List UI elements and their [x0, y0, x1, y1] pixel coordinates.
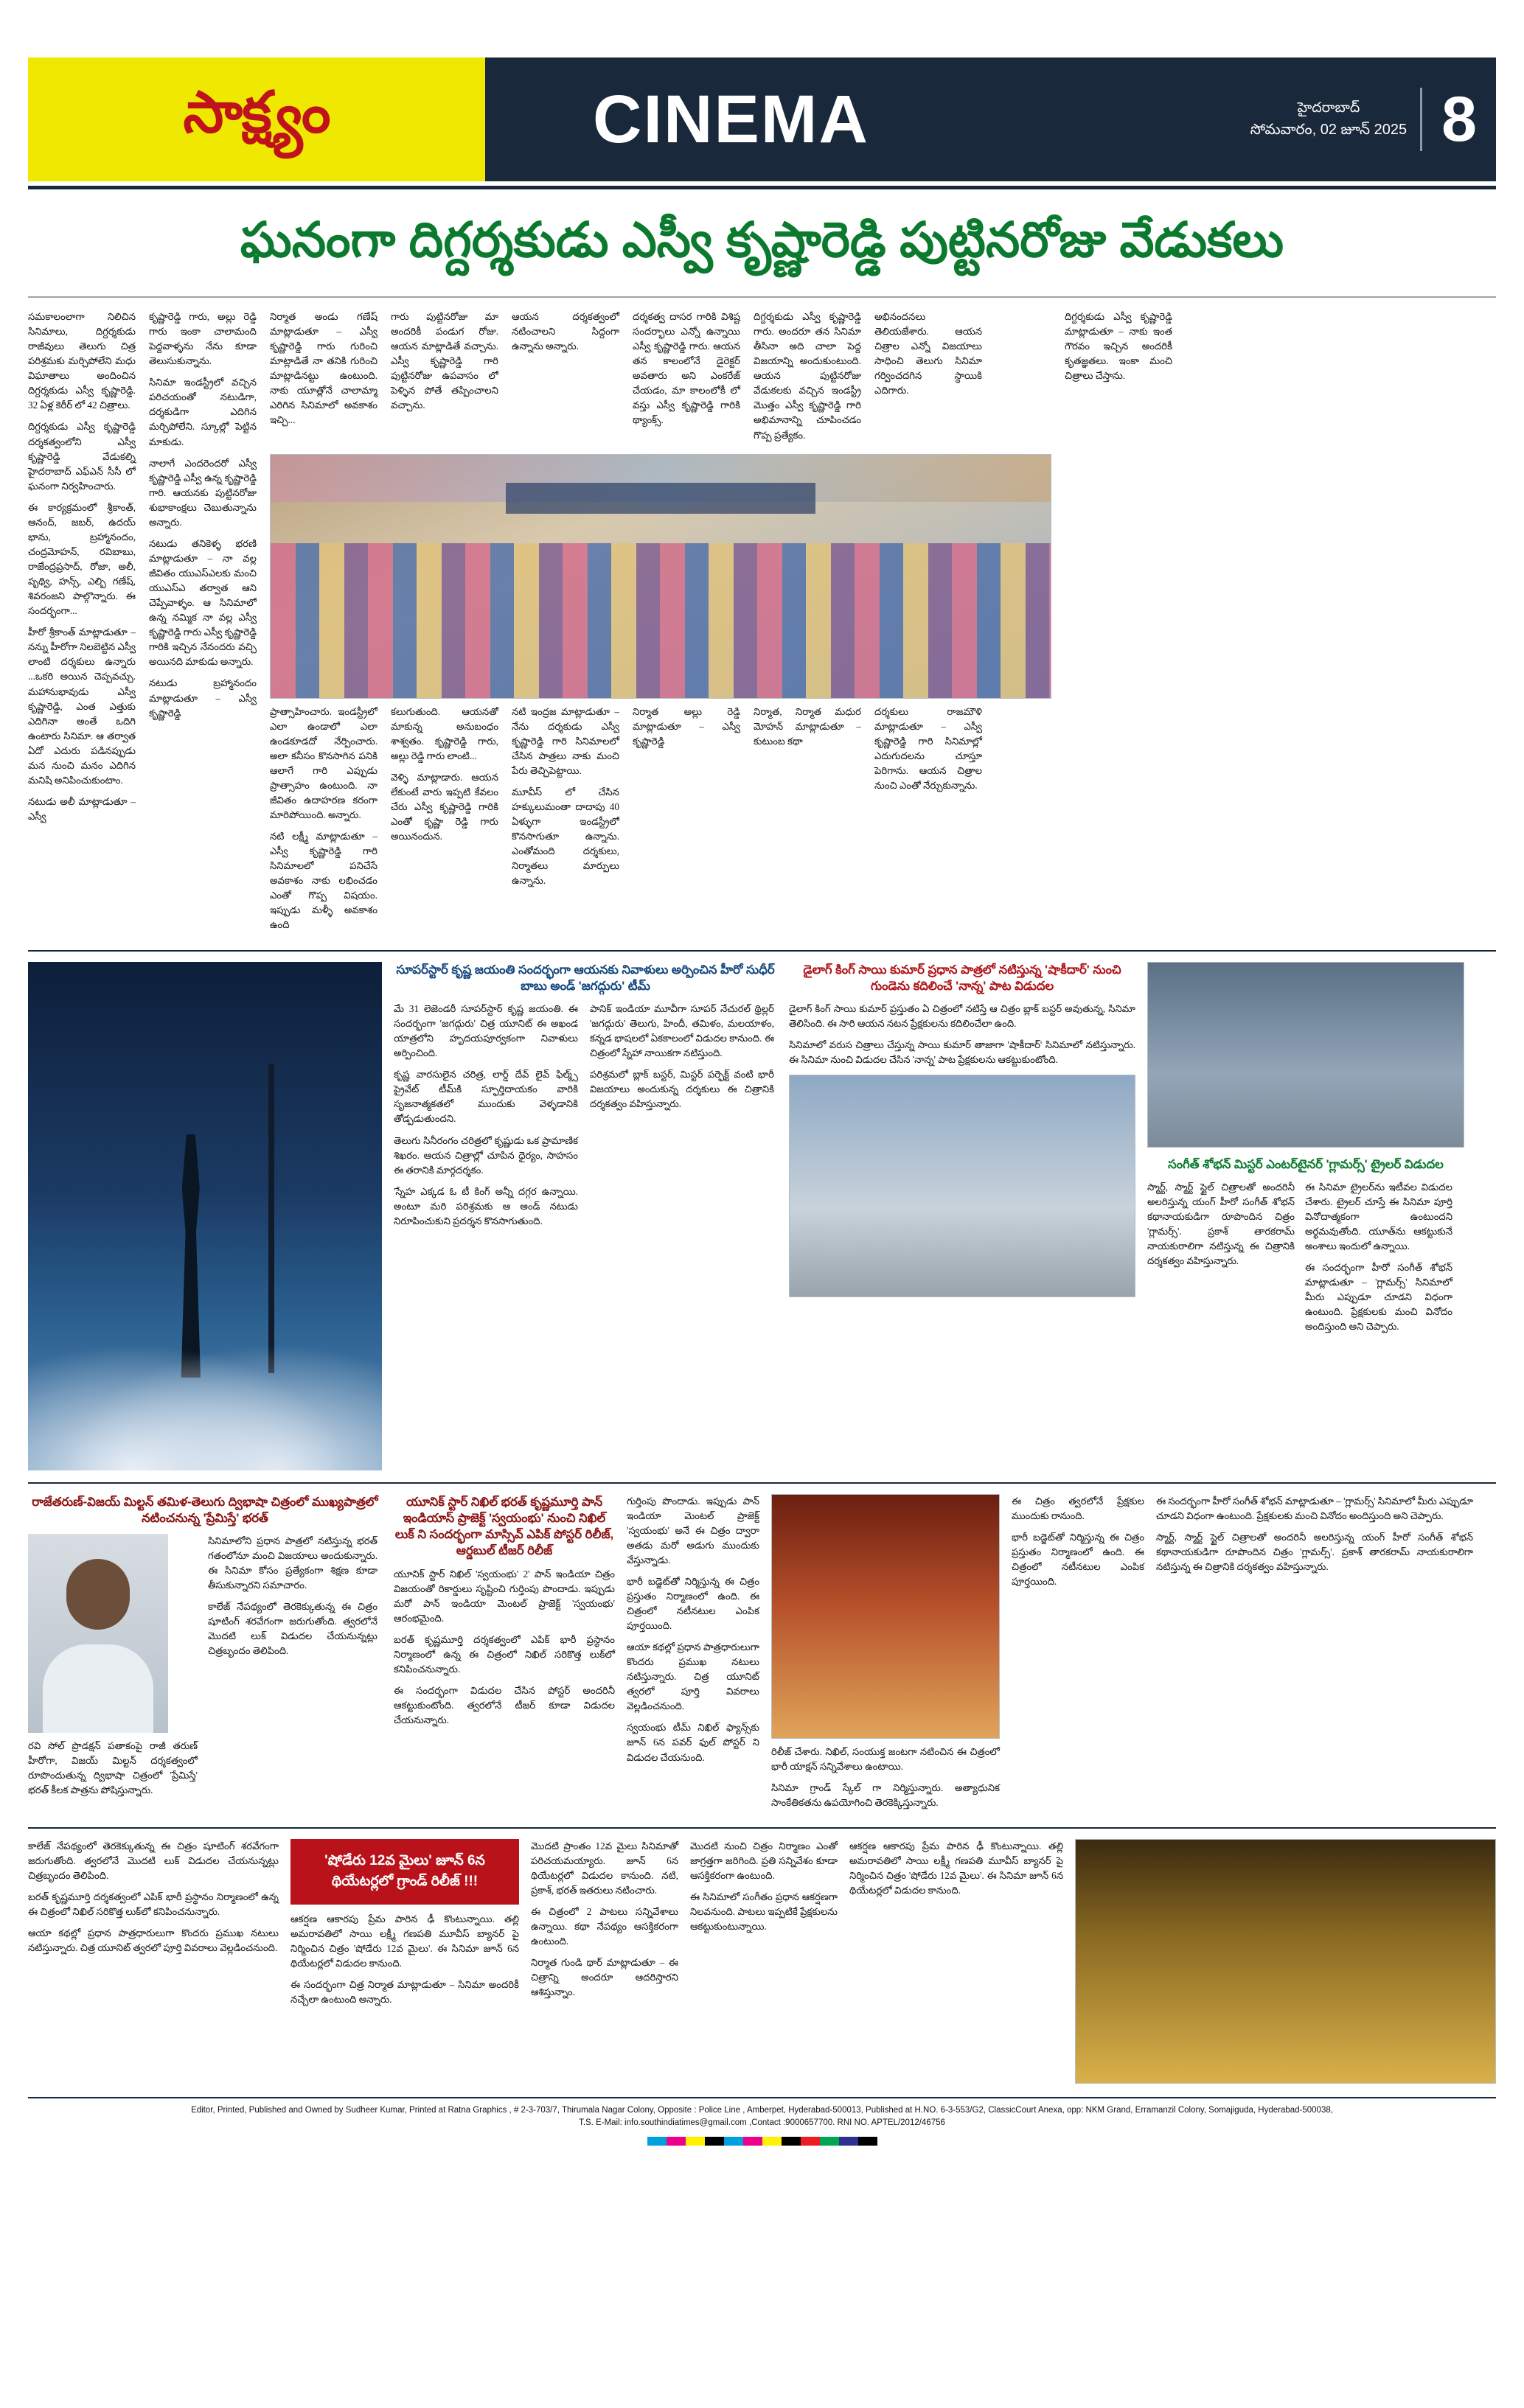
- kanappa-column: [627, 1494, 759, 1817]
- paragraph: స్మార్ట్, స్మార్ట్ స్టైల్ చిత్రాలతో అందరినీ అలరిస్తున్న యంగ్ హీరో సంగీత్ శోభన్ కథానాయకుడిగా రూపొందిన చిత్రం 'గ్లామర్స్'. ప్రకాశ్ తారకరామ్ నాయకురాలిగా నటిస్తున్న ఈ చిత్రానికి దర్శకత్వం వహిస్తున్నారు.: [1156, 1531, 1473, 1572]
- paragraph: మొదటి నుంచి చిత్రం నిర్మాణం ఎంతో జాగ్రత్తగా జరిగింది. ప్రతి సన్నివేశం కూడా ఆసక్తికరంగా ఉంటుంది.: [690, 1840, 838, 1881]
- logo-text: సాక్ష్యం: [183, 80, 330, 144]
- bottom-section: [28, 1827, 1496, 2084]
- story-column: [1065, 310, 1172, 940]
- paragraph: ఆకర్షణ ఆకారపు ప్రేమ పారిన ఢీ కొంటున్నాయి. తల్లి అమరావతిలో సాయి లక్ష్మీ గణపతి మూవీస్ బ్యానర్ పై నిర్మించిన చిత్రం 'షోడేరు 12వ మైలు'. ఈ సినిమా జూన్ 6న థియేటర్లలో విడుదల కానుంది.: [849, 1840, 1063, 1896]
- paragraph: స్వయంభు టీమ్ నిఖిల్ ఫ్యాన్స్‌కు జూన్ 6న పవర్ ఫుల్ పోస్టర్ ని విడుదల చేయనుంది.: [627, 1722, 759, 1763]
- cloud-layer: [28, 1323, 382, 1470]
- paragraph: వెళ్ళి మాట్లాడారు. ఆయన లేకుంటే వారు ఇప్పటి కేవలం చేరు ఎస్వీ కృష్ణారెడ్డి గారికి ఎంతో కృష్ణా రెడ్డి గారు అయినందున.: [391, 771, 498, 842]
- story-column: [391, 310, 498, 450]
- page-title: ఘనంగా దిగ్దర్శకుడు ఎస్వీ కృష్ణారెడ్డి పుట్టినరోజు వేడుకలు: [240, 212, 1284, 267]
- paragraph: తెలుగు సినీరంగం చరిత్రలో కృష్ణుడు ఒక ప్రామాణిక శిఖరం. ఆయన చిత్రాల్లో చూపిన ధైర్యం, సాహసం ఈ తరానికి మార్గదర్శకం.: [394, 1134, 578, 1176]
- footer-line-2: T.S. E-Mail: info.southindiatimes@gmail.com ,Contact :9000657700. RNI NO. APTEL/2012/46756: [579, 2118, 945, 2127]
- story-column: [633, 705, 740, 940]
- section-title: CINEMA: [593, 81, 869, 157]
- paragraph: నిర్మాత గుండి థార్ మాట్లాడుతూ – ఈ చిత్రాన్ని అందరూ ఆదరిస్తారని ఆశిస్తున్నాం.: [531, 1957, 678, 1998]
- registration-marks: [28, 2137, 1496, 2146]
- paragraph: కాలేజ్ నేపథ్యంలో తెరకెక్కుతున్న ఈ చిత్రం షూటింగ్ శరవేగంగా జరుగుతోంది. త్వరలోనే మొదటి లుక్ విడుదల చేయనున్నట్లు చిత్రబృందం తెలిపింది.: [208, 1601, 377, 1657]
- event-group-photo: [270, 454, 1051, 699]
- paragraph: 'స్నేహ ఎక్కడ ఓ టీ కింగ్ అన్నీ దగ్గర ఉన్నాయి. అంటూ మరి పరిశ్రమకు ఆ అండ్ నటుడు నిరూపించుకుని ప్రదర్శన కొనసాగుతుంది.: [394, 1185, 578, 1226]
- story-column: [633, 310, 740, 450]
- premisthe-heading: రాజేతరుణ్-విజయ్ మిల్టన్ తమిళ-తెలుగు ద్విభాషా చిత్రంలో ముఖ్యపాత్రలో నటించనున్న 'ప్రేమిస్తే' భరత్: [32, 1495, 378, 1525]
- paragraph: మొదటి ప్రాంతం 12వ మైలు సినిమాతో పరిచయమయ్యారు. జూన్ 6న థియేటర్లలో విడుదల కానుంది. నటి, ప్రకాశ్, భరత్ ఇతరులు నటించారు.: [531, 1840, 678, 1896]
- paragraph: సినిమా ఇండస్ట్రీలో వచ్చిన పరిచయంతో నటుడిగా, దర్శకుడిగా ఎదిగిన మర్చిపోలేని. స్కూల్లో పెట్టిన మాకుడు.: [149, 377, 257, 447]
- paragraph: దిగ్దర్శకుడు ఎస్వీ కృష్ణారెడ్డి మాట్లాడుతూ – నాకు ఇంత గౌరవం ఇచ్చిన అందరికీ కృతజ్ఞతలు. ఇంకా మంచి చిత్రాలు చేస్తాను.: [1065, 311, 1172, 382]
- warrior-movie-poster: [771, 1494, 1000, 1739]
- paragraph: నటి లక్ష్మీ మాట్లాడుతూ – ఎస్వీ కృష్ణారెడ్డి గారి సినిమాలలో పనిచేసే అవకాశం నాకు లభించడం ఎంతో గొప్ప విషయం. ఇప్పుడు మళ్ళీ అవకాశం ఉంది: [270, 831, 377, 931]
- story-column: [149, 310, 257, 940]
- nikhil-article: [394, 1494, 615, 1817]
- story-column: [512, 310, 619, 450]
- premisthe-article: [28, 1494, 382, 1817]
- shiva-poster-image: [28, 962, 382, 1470]
- twelve-mile-column-3: [690, 1839, 838, 2084]
- paragraph: భారీ బడ్జెట్‌తో నిర్మిస్తున్న ఈ చిత్రం ప్రస్తుతం నిర్మాణంలో ఉంది. ఈ చిత్రంలో నటీనటుల ఎంపిక పూర్తయింది.: [627, 1575, 759, 1631]
- paragraph: నటుడు అలీ మాట్లాడుతూ – ఎస్వీ: [28, 795, 136, 822]
- portrait-body: [43, 1644, 153, 1733]
- masthead-bar: [485, 57, 1496, 181]
- movie-poster-gold: [1075, 1839, 1496, 2084]
- story-column: [28, 310, 136, 940]
- paragraph: నటుడు బ్రహ్మానందం మాట్లాడుతూ – ఎస్వీ కృష్ణారెడ్డి: [149, 677, 257, 719]
- paragraph: పానిక్ ఇండియా మూవీగా సూపర్ నేచురల్ థ్రిల్లర్ 'జగద్గురు' తెలుగు, హిందీ, తమిళం, మలయాళం, కన్నడ భాషలలో ఏకకాలంలో విడుదల కానుంది. ఈ చిత్రంలో స్నేహా నాయికగా నటిస్తుంది.: [590, 1003, 774, 1059]
- masthead: [28, 57, 1496, 181]
- paragraph: కృష్ణారెడ్డి గారు, అల్లు రెడ్డి గారు ఇంకా చాలామంది పెద్దవాళ్ళను నేను కూడా తెలుసుకున్నాను.: [149, 311, 257, 367]
- paragraph: సినిమాలో వరుస చిత్రాలు చేస్తున్న సాయి కుమార్ తాజాగా 'షాకీదార్' సినిమాలో నటిస్తున్నారు. ఈ సినిమా నుంచి విడుదల చేసిన 'నాన్న' పాట ప్రేక్షకులను ఆకట్టుకుంటోంది.: [789, 1039, 1135, 1066]
- paragraph: నటి ఇంద్రజ మాట్లాడుతూ – నేను దర్శకుడు ఎస్వీ కృష్ణారెడ్డి గారి సినిమాలలో చేసిన పాత్రలు నాకు మంచి పేరు తెచ్చిపెట్టాయి.: [512, 705, 619, 776]
- edition-city: హైదరాబాద్: [1297, 100, 1360, 116]
- paragraph: రవి సోల్ ప్రొడక్షన్ పతాకంపై రాజీ తరుణ్ హీరోగా, విజయ్ మిల్టన్ దర్శకత్వంలో రూపొందుతున్న ద్విభాషా చిత్రంలో 'ప్రేమిస్తే' భరత్ కీలక పాత్రను పోషిస్తున్నారు.: [28, 1740, 198, 1796]
- newspaper-page: [0, 57, 1524, 2408]
- edition-info: [1250, 98, 1407, 142]
- glamour-article: [1147, 962, 1464, 1470]
- naanna-heading: డైలాగ్ కింగ్ సాయి కుమార్ ప్రధాన పాత్రలో నటిస్తున్న 'షాకీదార్' నుంచి గుండెను కదిలించే 'నాన్న' పాట విడుదల: [803, 963, 1121, 993]
- page-number: 8: [1420, 88, 1477, 151]
- paragraph: ప్రాత్సాహించారు. ఇండస్ట్రీలో ఎలా ఉండాలో ఎలా ఉండకూడదో నేర్పించారు. అలా కనీసం కొనసాగిన పనికి ఆలాగే గారి ఎప్పుడు ప్రాత్సాహం ఉంటుంది. నా జీవితం ఉదాహరణ కరంగా మారిపోయింది. అన్నారు.: [270, 705, 377, 820]
- paragraph: ఈ చిత్రం త్వరలోనే ప్రేక్షకుల ముందుకు రానుంది.: [1012, 1495, 1144, 1521]
- paragraph: ఆయా కథల్లో ప్రధాన పాత్రధారులుగా కొందరు ప్రముఖ నటులు నటిస్తున్నారు. చిత్ర యూనిట్ త్వరలో పూర్తి వివరాలు వెల్లడించనుంది.: [28, 1927, 279, 1954]
- paragraph: నిర్మాత అల్లు రెడ్డి మాట్లాడుతూ – ఎస్వీ కృష్ణారెడ్డి: [633, 705, 740, 747]
- bottom-left-column: [28, 1839, 279, 2084]
- jagadguru-heading: సూపర్‌స్టార్ కృష్ణ జయంతి సందర్భంగా ఆయనకు నివాళులు అర్పించిన హీరో సుధీర్ బాబు అండ్ 'జగద్గురు' టీమ్: [396, 963, 775, 993]
- story-column: [270, 310, 377, 450]
- paragraph: పరిశ్రమలో బ్లాక్ బస్టర్, మిస్టర్ పర్ఫెక్ట్ వంటి భారీ విజయాలు అందుకున్న దర్శకులు ఈ చిత్రానికి దర్శకత్వం వహిస్తున్నారు.: [590, 1069, 774, 1110]
- paragraph: నాలాగే ఎందరెందరో ఎస్వీ కృష్ణారెడ్డి ఎస్వీ ఉన్న కృష్ణారెడ్డి గారి. ఆయనకు పుట్టినరోజు శుభాకాంక్షలు చెబుతున్నాను అన్నారు.: [149, 457, 257, 528]
- paragraph: నిర్మాత, నిర్మాత మధుర మోహన్ మాట్లాడుతూ – కుటుంబ కథా: [754, 705, 861, 747]
- story-photo-block: [270, 310, 1051, 940]
- gold-poster-block: [1075, 1839, 1496, 2084]
- paragraph: ఈ కార్యక్రమంలో శ్రీకాంత్, ఆనంద్, జబర్, ఉదయ్ భాను, బ్రహ్మానందం, చంద్రమోహన్, రవిబాబు, రాజేంద్రప్రసాద్, రోజా, అలీ, పృథ్వి, హన్స్, ఎల్బి గణేష్, శివరంజని పాల్గొన్నారు. ఈ సందర్భంగా...: [28, 501, 136, 617]
- paragraph: మే 31 లెజెండరీ సూపర్‌స్టార్ కృష్ణ జయంతి. ఈ సందర్భంగా 'జగద్గురు' చిత్ర యూనిట్ ఈ అఖండ యాత్రలోని హృదయపూర్వకంగా నివాళులు అర్పించింది.: [394, 1003, 578, 1059]
- edition-date: సోమవారం, 02 జూన్ 2025: [1250, 122, 1408, 139]
- paragraph: దర్శకులు రాజమౌళి మాట్లాడుతూ – ఎస్వీ కృష్ణారెడ్డి గారి సినిమాల్లో ఎదుగుదలను చూస్తూ పెరిగాను. ఆయన చిత్రాల నుంచి ఎంతో నేర్చుకున్నాను.: [874, 705, 982, 791]
- twelve-mile-column-2: [531, 1839, 678, 2084]
- release-banner: 'షోడేరు 12వ మైలు' జూన్ 6న థియేటర్లలో గ్రాండ్ రిలీజ్ !!!: [290, 1839, 519, 1905]
- paragraph: రిలీజ్ చేశారు. నిఖిల్, సంయుక్త జంటగా నటించిన ఈ చిత్రంలో భారీ యాక్షన్ సన్నివేశాలు ఉంటాయి.: [771, 1745, 1000, 1772]
- paragraph: సినిమా గ్రాండ్ స్కేల్ గా నిర్మిస్తున్నారు. అత్యాధునిక సాంకేతికతను ఉపయోగించి తెరకెక్కిస్తున్నారు.: [771, 1781, 1000, 1808]
- story-column: [754, 705, 861, 940]
- paragraph: భారీ బడ్జెట్‌తో నిర్మిస్తున్న ఈ చిత్రం ప్రస్తుతం నిర్మాణంలో ఉంది. ఈ చిత్రంలో నటీనటుల ఎంపిక పూర్తయింది.: [1012, 1531, 1144, 1587]
- lower-section: [28, 1482, 1496, 1817]
- paragraph: దర్శకత్వ దాసర గారికి విశిష్ట సందర్భాలు ఎన్నో ఉన్నాయి ఎస్వీ కృష్ణారెడ్డి గారు. ఆయన తన కాలంలోనే డైరెక్టర్ అవతారు అని ఎంకరేజ్ చేయడం, మా కాలంలోకీ లో వస్తు ఎస్వీ కృష్ణారెడ్డి గారికి థ్యాంక్స్.: [633, 311, 740, 426]
- movie-still-bike: [789, 1075, 1135, 1297]
- warrior-poster-block: [771, 1494, 1000, 1817]
- nikhil-heading: యూనిక్ స్టార్ నిఖిల్ భరత్ కృష్ణమూర్తి పాన్ ఇండియాస్ ప్రాజెక్ట్ 'స్వయంభు' నుంచి నిఖిల్ లుక్ ని సందర్భంగా మాస్సివ్ ఎపిక్ పోస్టర్ రిలీజ్, ఆర్డబుల్ టీజర్ రిలీజ్: [394, 1495, 614, 1558]
- event-photo-three-people: [1147, 962, 1464, 1148]
- paragraph: కాలేజ్ నేపథ్యంలో తెరకెక్కుతున్న ఈ చిత్రం షూటింగ్ శరవేగంగా జరుగుతోంది. త్వరలోనే మొదటి లుక్ విడుదల చేయనున్నట్లు చిత్రబృందం తెలిపింది.: [28, 1840, 279, 1881]
- paragraph: ఆయా కథల్లో ప్రధాన పాత్రధారులుగా కొందరు ప్రముఖ నటులు నటిస్తున్నారు. చిత్ర యూనిట్ త్వరలో పూర్తి వివరాలు వెల్లడించనుంది.: [627, 1641, 759, 1712]
- paragraph: దిగ్దర్శకుడు ఎస్వీ కృష్ణారెడ్డి దర్శకత్వంలోని ఎస్వీ కృష్ణారెడ్డి వేడుకల్ని హైదరాబాద్ ఎఫ్ఎన్ సీసీ లో ఘనంగా నిర్వహించారు.: [28, 421, 136, 492]
- paragraph: యూనిక్ స్టార్ నిఖిల్ 'స్వయంభు' 2' పాన్ ఇండియా చిత్రం విజయంతో రికార్డులు సృష్టించి గుర్తింపు పొందాడు. ఇప్పుడు మరో పాన్ ఇండియా మెంటల్ ప్రాజెక్ట్ 'స్వయంభు' ఆరంభమైంది.: [394, 1568, 615, 1624]
- paragraph: మూవీస్ లో చేసిన హక్కులుమంతా దాదాపు 40 ఏళ్ళుగా ఇండస్ట్రీలో కొనసాగుతూ ఉన్నాను. ఎంతోమంది దర్శకులు, నిర్మాతలు మార్పులు ఉన్నాను.: [512, 786, 619, 887]
- paragraph: డైలాగ్ కింగ్ సాయి కుమార్ ప్రస్తుతం ఏ చిత్రంలో నటిస్తే ఆ చిత్రం బ్లాక్ బస్టర్ అవుతున్న, సినిమా తెలిసింది. ఈ సారి ఆయన నటన ప్రేక్షకులను కదిలించేలా ఉంది.: [789, 1003, 1135, 1030]
- mid-section: [28, 950, 1496, 1470]
- paragraph: ఈ సందర్భంగా హీరో సంగీత్ శోభన్ మాట్లాడుతూ – 'గ్లామర్స్' సినిమాలో మీరు ఎప్పుడూ చూడని విధంగా ఉంటుంది. ప్రేక్షకులకు మంచి వినోదం అందిస్తుంది అని చెప్పారు.: [1156, 1495, 1473, 1521]
- paragraph: ఈ సందర్భంగా హీరో సంగీత్ శోభన్ మాట్లాడుతూ – 'గ్లామర్స్' సినిమాలో మీరు ఎప్పుడూ చూడని విధంగా ఉంటుంది. ప్రేక్షకులకు మంచి వినోదం అందిస్తుంది అని చెప్పారు.: [1305, 1262, 1452, 1333]
- paragraph: ఆయన దర్శకత్వంలో నటించాలని సిద్దంగా ఉన్నాను అన్నారు.: [512, 311, 619, 352]
- paragraph: స్మార్ట్, స్మార్ట్ స్టైల్ చిత్రాలతో అందరినీ అలరిస్తున్న యంగ్ హీరో సంగీత్ శోభన్ కథానాయకుడిగా రూపొందిన చిత్రం 'గ్లామర్స్'. ప్రకాశ్ తారకరామ్ నాయకురాలిగా నటిస్తున్న ఈ చిత్రానికి దర్శకత్వం వహిస్తున్నారు.: [1147, 1181, 1295, 1267]
- portrait-head: [66, 1559, 130, 1630]
- publication-logo: [28, 57, 485, 181]
- story-column: [874, 705, 982, 940]
- actor-portrait: [28, 1534, 168, 1733]
- footer-imprint: [28, 2097, 1496, 2146]
- paragraph: కలుగుతుంది. ఆయనతో మాకున్న అనుబంధం శాశ్వతం. కృష్ణారెడ్డి గారు, అల్లు రెడ్డి గారు లాంటి...: [391, 705, 498, 761]
- paragraph: సినిమాలోని ప్రధాన పాత్రలో నటిస్తున్న భరత్ గతంలోనూ మంచి విజయాలు అందుకున్నారు. ఈ సినిమా కోసం ప్రత్యేకంగా శిక్షణ కూడా తీసుకున్నారని సమాచారం.: [208, 1535, 377, 1591]
- naanna-song-article: [789, 962, 1135, 1470]
- paragraph: గారు పుట్టినరోజు మా అందరికీ పండుగ రోజు. ఆయన మాట్లాడితే వచ్చాను. ఎస్వీ కృష్ణారెడ్డి గారి పుట్టినరోజు ఉపవాసం లో పెళ్ళిన పోతే తప్పించాలని వచ్చాను.: [391, 311, 498, 411]
- top-story: [28, 298, 1496, 940]
- paragraph: ఈ సందర్భంగా విడుదల చేసిన పోస్టర్ అందరినీ ఆకట్టుకుంటోంది. త్వరలోనే టీజర్ కూడా విడుదల చేయనున్నారు.: [394, 1685, 615, 1726]
- paragraph: బరత్ కృష్ణమూర్తి దర్శకత్వంలో ఎపిక్ భారీ ప్రస్థానం నిర్మాణంలో ఉన్న ఈ చిత్రంలో నిఖిల్ సరికొత్త లుక్‌లో కనిపించనున్నారు.: [394, 1633, 615, 1675]
- paragraph: సమకాలంలాగా నిలిచిన సినిమాలు, దిగ్దర్శకుడు రాజీవులు తెలుగు చిత్ర పరిశ్రమకు మర్చిపోలేని మధు విఘాతాలు అందించిన దిగ్దర్శకుడు ఎస్వీ కృష్ణారెడ్డి. 32 ఏళ్ల కెరీర్ లో 42 చిత్రాలు.: [28, 311, 136, 411]
- twelve-mile-column-4: [849, 1839, 1063, 2084]
- paragraph: ఈ సందర్భంగా చిత్ర నిర్మాత మాట్లాడుతూ – సినిమా అందరికీ నచ్చేలా ఉంటుంది అన్నారు.: [290, 1979, 519, 2006]
- footer-line-1: Editor, Printed, Published and Owned by Sudheer Kumar, Printed at Ratna Graphics , # 2-3-703/7, Thirumala Nagar Colony, Opposite : Police Line , Amberpet, Hyderabad-500013, Published at H.NO. 6-3-553/G2, ClassicCourt Anexa, opp: NKM Grand, Erramanzil Colony, Somajiguda, Hyderabad-500038,: [191, 2105, 1333, 2115]
- paragraph: ఈ చిత్రంలో 2 పాటలు సన్నివేశాలు ఉన్నాయి. కథా నేపథ్యం ఆసక్తికరంగా ఉంటుంది.: [531, 1906, 678, 1947]
- paragraph: ఈ సినిమా ట్రైలర్‌ను ఇటీవల విడుదల చేశారు. ట్రైలర్ చూస్తే ఈ సినిమా పూర్తి వినోదాత్మకంగా ఉంటుందని అర్థమవుతోంది. యూత్‌ను ఆకట్టుకునే అంశాలు ఇందులో ఉన్నాయి.: [1305, 1181, 1452, 1252]
- glamour-continued: [1156, 1494, 1473, 1817]
- twelve-mile-promo: [290, 1839, 519, 2084]
- paragraph: నటుడు తనికెళ్ళ భరణి మాట్లాడుతూ – నా వల్ల జీవితం యుఎస్ఎలకు మంచి యుఎస్ఎ తర్వాత ఆని చెప్పేవాళ్ళం. ఆ సినిమాలో ఉన్న నమ్మిక నా వల్ల ఎస్వీ కృష్ణారెడ్డి గారు ఎస్వీ కృష్ణారెడ్డి గారికి ఇచ్చిన నేనందరు వచ్చి అయినది మాకుడు అన్నారు.: [149, 537, 257, 668]
- paragraph: గుర్తింపు పొందాడు. ఇప్పుడు పాన్ ఇండియా మెంటల్ ప్రాజెక్ట్ 'స్వయంభు' అనే ఈ చిత్రం ద్వారా అతడు మరో అడుగు ముందుకు వేస్తున్నాడు.: [627, 1495, 759, 1566]
- paragraph: బరత్ కృష్ణమూర్తి దర్శకత్వంలో ఎపిక్ భారీ ప్రస్థానం నిర్మాణంలో ఉన్న ఈ చిత్రంలో నిఖిల్ సరికొత్త లుక్‌లో కనిపించనున్నారు.: [28, 1891, 279, 1917]
- paragraph: అభినందనలు తెలియజేశారు. ఆయన చిత్రాల ఎన్నో విజయాలు సాధించి తెలుగు సినిమా గర్వించదగిన స్థాయికి ఎదిగారు.: [874, 311, 982, 397]
- warrior-text-column: [1012, 1494, 1144, 1817]
- paragraph: హీరో శ్రీకాంత్ మాట్లాడుతూ – నన్ను హీరోగా నిలబెట్టిన ఎస్వీ లాంటి దర్శకులు ఉన్నారు ...ఒకరి అయిన చెప్పవచ్చు. మహానుభావుడు ఎస్వీ కృష్ణారెడ్డి, ఎంత ఎత్తుకు ఎదిగినా అంతే ఒదిగి ఉంటారు సినిమా. ఆ తర్వాత ఏదో ఎదురు పడినప్పుడు మన నుంచి మనం ఎదిగిన మనిషి అనిపించుకుంటాం.: [28, 627, 136, 786]
- paragraph: దిగ్దర్శకుడు ఎస్వీ కృష్ణారెడ్డి గారు. అందరూ తన సినిమా తీసినా అది చాలా పెద్ద విజయాన్ని అందుకుంటుంది. ఆయన పుట్టినరోజు వేడుకలకు వచ్చిన ఇండస్ట్రీ మొత్తం ఎస్వీ కృష్ణారెడ్డి గారి అభిమానాన్ని చూపించడం గొప్ప ప్రత్యేకం.: [754, 311, 861, 441]
- story-column: [512, 705, 619, 940]
- jagadguru-article: [394, 962, 777, 1470]
- paragraph: ఈ సినిమాలో సంగీతం ప్రధాన ఆకర్షణగా నిలవనుంది. పాటలు ఇప్పటికే ప్రేక్షకులను ఆకట్టుకుంటున్నాయి.: [690, 1891, 838, 1933]
- paragraph: ఆకర్షణ ఆకారపు ప్రేమ పారిన ఢీ కొంటున్నాయి. తల్లి అమరావతిలో సాయి లక్ష్మీ గణపతి మూవీస్ బ్యానర్ పై నిర్మించిన చిత్రం 'షోడేరు 12వ మైలు'. ఈ సినిమా జూన్ 6న థియేటర్లలో విడుదల కానుంది.: [290, 1913, 519, 1969]
- paragraph: కృష్ణ వారసులైన చరిత్ర, లార్డ్ దేవ్ లైవ్ ఫిల్మ్స్ ప్రైవేట్ టీమ్‌కి స్ఫూర్తిదాయకం వారికి సృజనాత్మకతలో ముందుకు వెళ్ళడానికి తోడ్పడుతుందని.: [394, 1069, 578, 1125]
- story-column: [270, 705, 377, 940]
- story-column: [874, 310, 982, 450]
- story-column: [391, 705, 498, 940]
- story-column: [754, 310, 861, 450]
- paragraph: నిర్మాత అండు గణేష్ మాట్లాడుతూ – ఎస్వీ కృష్ణారెడ్డి గారు గురించి మాట్లాడితే నా తనికి గురించి మాట్లాడినట్టు ఉంటుంది. నాకు యూత్లోనే చాలామ్మా ఎరిగిన సినిమాలో అవకాశం ఇచ్చి...: [270, 311, 377, 426]
- glamour-heading: సంగీత్ శోభన్ మిస్టర్ ఎంటర్‌టైనర్ 'గ్లామర్స్' ట్రైలర్ విడుదల: [1168, 1157, 1444, 1171]
- masthead-meta: [1250, 84, 1477, 155]
